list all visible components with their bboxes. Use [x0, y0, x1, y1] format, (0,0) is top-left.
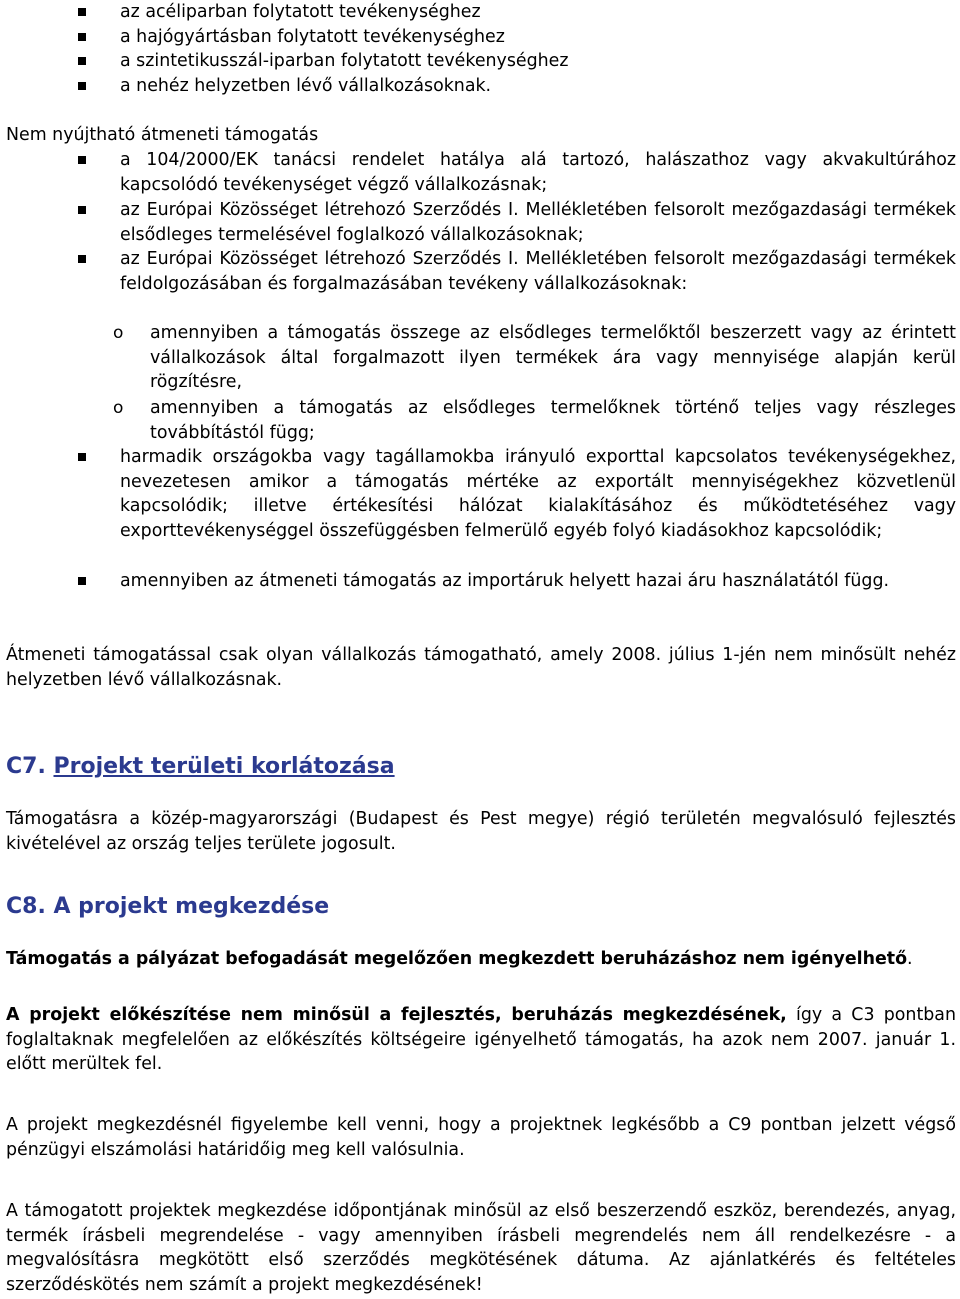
- list-item: amennyiben az átmeneti támogatás az importáruk helyett hazai áru használatától függ.: [120, 571, 890, 591]
- list-item: az Európai Közösséget létrehozó Szerződés I. Mellékletében felsorolt mezőgazdasági termékek elsődleges termelésével foglalkozó vállalkozásoknak;: [120, 200, 956, 245]
- bold-text: A projekt előkészítése nem minősül a fejlesztés, beruházás megkezdésének,: [6, 1005, 787, 1025]
- list-item: a szintetikusszál-iparban folytatott tevékenységhez: [120, 51, 569, 71]
- section-number: C7.: [6, 754, 46, 779]
- list-item: a hajógyártásban folytatott tevékenységhez: [120, 27, 505, 47]
- circle-bullet-icon: o: [113, 323, 124, 343]
- section-number: C8.: [6, 894, 46, 919]
- section-heading-c7: [6, 755, 395, 780]
- paragraph: [6, 947, 956, 972]
- section-lead: Nem nyújtható átmeneti támogatás: [6, 125, 319, 145]
- bullet-icon: [78, 8, 86, 16]
- bullet-icon: [78, 206, 86, 214]
- bullet-icon: [78, 453, 86, 461]
- list-item: a nehéz helyzetben lévő vállalkozásoknak.: [120, 76, 492, 96]
- section-title: Projekt területi korlátozása: [53, 754, 395, 779]
- bold-text: Támogatás a pályázat befogadását megelőzően megkezdett beruházáshoz nem igényelhető: [6, 949, 908, 969]
- list-item: az Európai Közösséget létrehozó Szerződés I. Mellékletében felsorolt mezőgazdasági termékek feldolgozásában és forgalmazásában tevékeny vállalkozásoknak:: [120, 249, 956, 294]
- paragraph: [6, 1003, 956, 1077]
- paragraph: Támogatásra a közép-magyarországi (Budapest és Pest megye) régió területén megvalósuló fejlesztés kivételével az ország teljes területe jogosult.: [6, 809, 956, 854]
- bullet-icon: [78, 57, 86, 65]
- list-item: az acéliparban folytatott tevékenységhez: [120, 2, 481, 22]
- bullet-icon: [78, 156, 86, 164]
- list-item: [120, 148, 956, 197]
- section-heading-c8: [6, 895, 329, 920]
- bullet-icon: [78, 82, 86, 90]
- text: így a C3 pontban foglaltaknak megfelelően az előkészítés költségeire igényelhető támogatás, ha azok nem 2007. január 1. előtt merültek fel.: [6, 1005, 956, 1075]
- section-title: A projekt megkezdése: [53, 894, 330, 919]
- sub-list-item: amennyiben a támogatás az elsődleges termelőknek történő teljes vagy részleges továbbítástól függ;: [150, 398, 956, 443]
- circle-bullet-icon: o: [113, 398, 124, 418]
- bullet-icon: [78, 255, 86, 263]
- list-item-text: a 104/2000/EK tanácsi rendelet hatálya alá tartozó, halászathoz vagy akvakultúrához kapcsolódó tevékenységet végző vállalkozásnak;: [120, 150, 956, 195]
- bullet-icon: [78, 33, 86, 41]
- sub-list-item: amennyiben a támogatás összege az elsődleges termelőktől beszerzett vagy az érintett vállalkozások által forgalmazott ilyen termékek ára vagy mennyisége alapján kerül rögzítésre,: [150, 323, 956, 393]
- paragraph: A támogatott projektek megkezdése időpontjának minősül az első beszerzendő eszköz, berendezés, anyag, termék írásbeli megrendelése - vagy amennyiben írásbeli megrendelés nem áll rendelkezésre - a megvalósításra megkötött első szerződés megkötésének dátuma. Az ajánlatkérés és feltételes szerződéskötés nem számít a projekt megkezdésének!: [6, 1201, 956, 1295]
- list-item: harmadik országokba vagy tagállamokba irányuló exporttal kapcsolatos tevékenységekhez, nevezetesen amikor a támogatás mértéke az exportált mennyiségekhez közvetlenül kapcsolódik; illetve értékesítési hálózat kialakításához és működtetéséhez vagy exporttevékenységgel összefüggésben felmerülő egyéb folyó kiadásokhoz kapcsolódik;: [120, 447, 956, 541]
- text: .: [907, 949, 913, 969]
- paragraph: Átmeneti támogatással csak olyan vállalkozás támogatható, amely 2008. július 1-jén nem minősült nehéz helyzetben lévő vállalkozásnak.: [6, 645, 956, 690]
- bullet-icon: [78, 577, 86, 585]
- paragraph: A projekt megkezdésnél figyelembe kell venni, hogy a projektnek legkésőbb a C9 pontban jelzett végső pénzügyi elszámolási határidőig meg kell valósulnia.: [6, 1115, 956, 1160]
